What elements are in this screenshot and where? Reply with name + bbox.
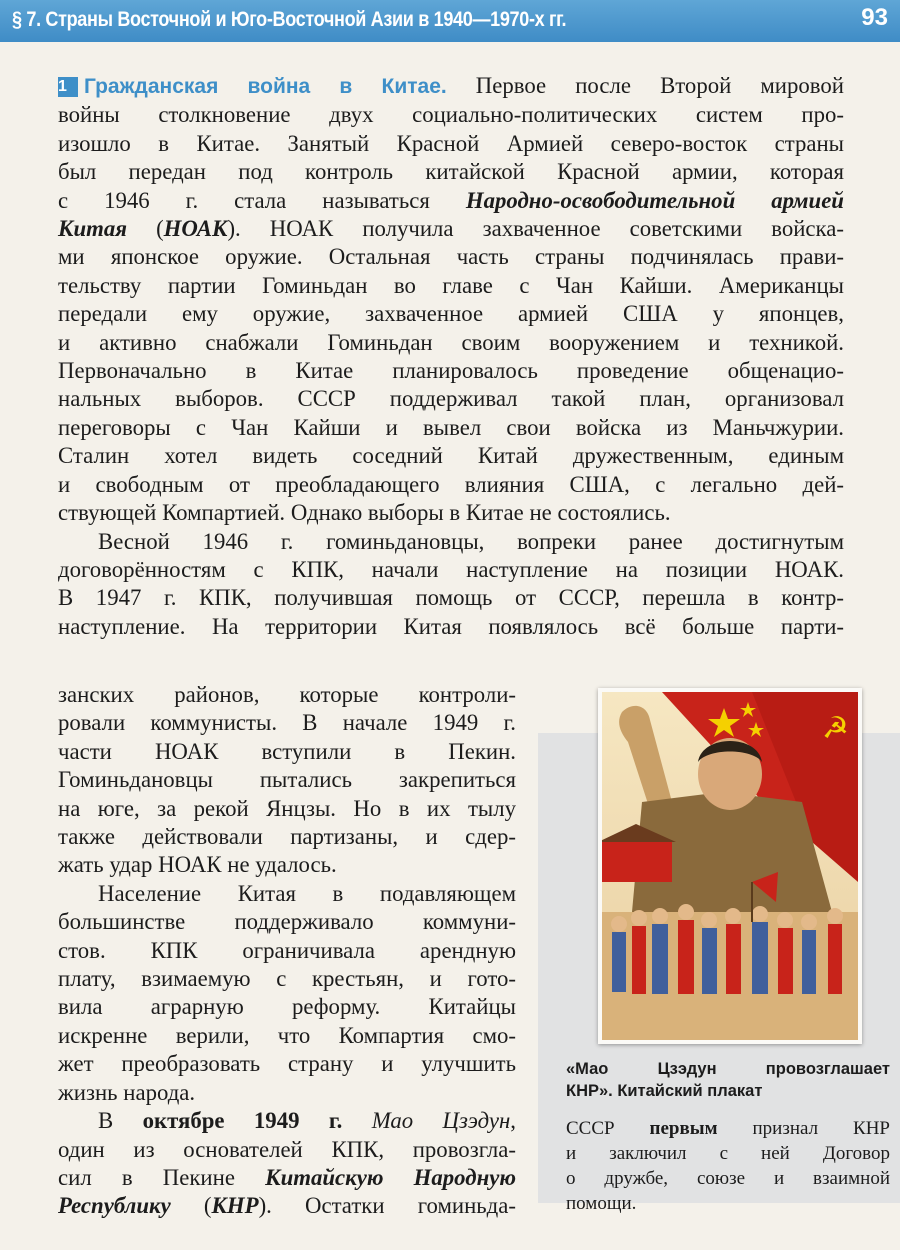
running-header — [0, 0, 900, 42]
text-line: большинстве поддерживало коммуни- — [58, 909, 516, 935]
note-line: помощи. — [566, 1193, 637, 1214]
text-line: ровали коммунисты. В начале 1949 г. — [58, 710, 516, 736]
text-line: ми японское оружие. Остальная часть страны подчинялась прави- — [58, 244, 844, 270]
text-line: был передан под контроль китайской Красной армии, которая — [58, 159, 844, 185]
text-line: также действовали партизаны, и сдер- — [58, 824, 516, 850]
text-line: жизнь народа. — [58, 1079, 196, 1105]
hammer-sickle-icon: ☭ — [822, 711, 849, 746]
text-line: переговоры с Чан Кайши и вывел свои войска из Маньчжурии. — [58, 414, 844, 440]
term-mao: Мао Цзэдун — [371, 1108, 511, 1134]
text-line: вила аграрную реформу. Китайцы — [58, 994, 516, 1020]
caption-line: «Мао Цзэдун провозглашает — [566, 1060, 890, 1078]
text-line: Сталин хотел видеть соседний Китай дружественным, единым — [58, 443, 844, 469]
tiananmen-building — [602, 842, 672, 882]
sidebar-note — [566, 1116, 890, 1216]
text-line: сил в Пекине Китайскую Народную — [58, 1164, 516, 1190]
text-line: В октябре 1949 г. Мао Цзэдун, — [98, 1108, 516, 1134]
text-line: Население Китая в подавляющем — [98, 880, 516, 906]
text-line: части НОАК вступили в Пекин. — [58, 738, 516, 764]
mao-poster-image — [598, 688, 862, 1044]
term-prc: КНР — [211, 1193, 259, 1219]
poster-caption — [566, 1058, 890, 1102]
text-line: Первоначально в Китае планировалось проведение общенацио- — [58, 358, 844, 384]
text-line: наступление. На территории Китая появлялось всё больше парти- — [58, 613, 844, 639]
caption-line: КНР». Китайский плакат — [566, 1082, 763, 1100]
main-text-full — [58, 72, 844, 641]
text-line: 1 Гражданская война в Китае. Первое после Второй мировой — [58, 73, 845, 98]
text-line: изошло в Китае. Занятый Красной Армией северо-восток страны — [58, 130, 844, 156]
text-line: стов. КПК ограничивала арендную — [58, 937, 516, 963]
term-china: Китая — [58, 216, 128, 242]
poster-illustration — [602, 692, 858, 1040]
date-bold: октябре 1949 г. — [142, 1108, 343, 1134]
main-text-narrow — [58, 681, 516, 1221]
text-line: ствующей Компартией. Однако выборы в Китае не состоялись. — [58, 500, 671, 526]
text-line: договорённостям с КПК, начали наступление на позиции НОАК. — [58, 556, 844, 582]
text-line: Китая (НОАК). НОАК получила захваченное советскими войска- — [58, 216, 844, 242]
text-line: нальных выборов. СССР поддерживал такой план, организовал — [58, 386, 844, 412]
text-line: жать удар НОАК не удалось. — [58, 852, 337, 878]
section-number-badge: 1 — [58, 77, 78, 97]
text-line: плату, взимаемую с крестьян, и гото- — [58, 966, 516, 992]
text-line: один из основателей КПК, провозгла- — [58, 1136, 516, 1162]
running-title: § 7. Страны Восточной и Юго-Восточной Азии в 1940—1970-х гг. — [12, 8, 567, 31]
note-line: и заключил с ней Договор — [566, 1143, 890, 1164]
text-line: искренне верили, что Компартия смо- — [58, 1022, 516, 1048]
text-line: Гоминьдановцы пытались закрепиться — [58, 767, 516, 793]
term-prc-full: Китайскую Народную — [265, 1164, 516, 1190]
text-line: и свободным от преобладающего влияния США, с легально дей- — [58, 471, 844, 497]
text-line: на юге, за рекой Янцзы. Но в их тылу — [58, 795, 516, 821]
note-line: СССР первым признал КНР — [566, 1118, 890, 1139]
text-line: занских районов, которые контроли- — [58, 682, 516, 707]
text-line: тельству партии Гоминьдан во главе с Чан Кайши. Американцы — [58, 272, 844, 298]
section-heading: Гражданская война в Китае. — [84, 75, 447, 98]
term-republic: Республику — [58, 1193, 171, 1219]
text-line: В 1947 г. КПК, получившая помощь от СССР, перешла в контр- — [58, 585, 844, 611]
term-noak: НОАК — [163, 216, 228, 242]
note-line: о дружбе, союзе и взаимной — [566, 1168, 890, 1189]
text-line: передали ему оружие, захваченное армией США у японцев, — [58, 301, 844, 327]
text-line: Республику (КНР). Остатки гоминьда- — [58, 1193, 516, 1219]
page-number: 93 — [861, 4, 888, 31]
text-line: жет преобразовать страну и улучшить — [58, 1051, 516, 1077]
text-line: с 1946 г. стала называться Народно-освободительной армией — [58, 187, 844, 213]
note-bold-word: первым — [649, 1118, 718, 1139]
text-line: и активно снабжали Гоминьдан своим вооружением и техникой. — [58, 329, 844, 355]
text-line: войны столкновение двух социально-политических систем про- — [58, 102, 844, 128]
term-noak-full: Народно-освободительной армией — [465, 187, 844, 213]
text-line: Весной 1946 г. гоминьдановцы, вопреки ранее достигнутым — [98, 528, 844, 554]
